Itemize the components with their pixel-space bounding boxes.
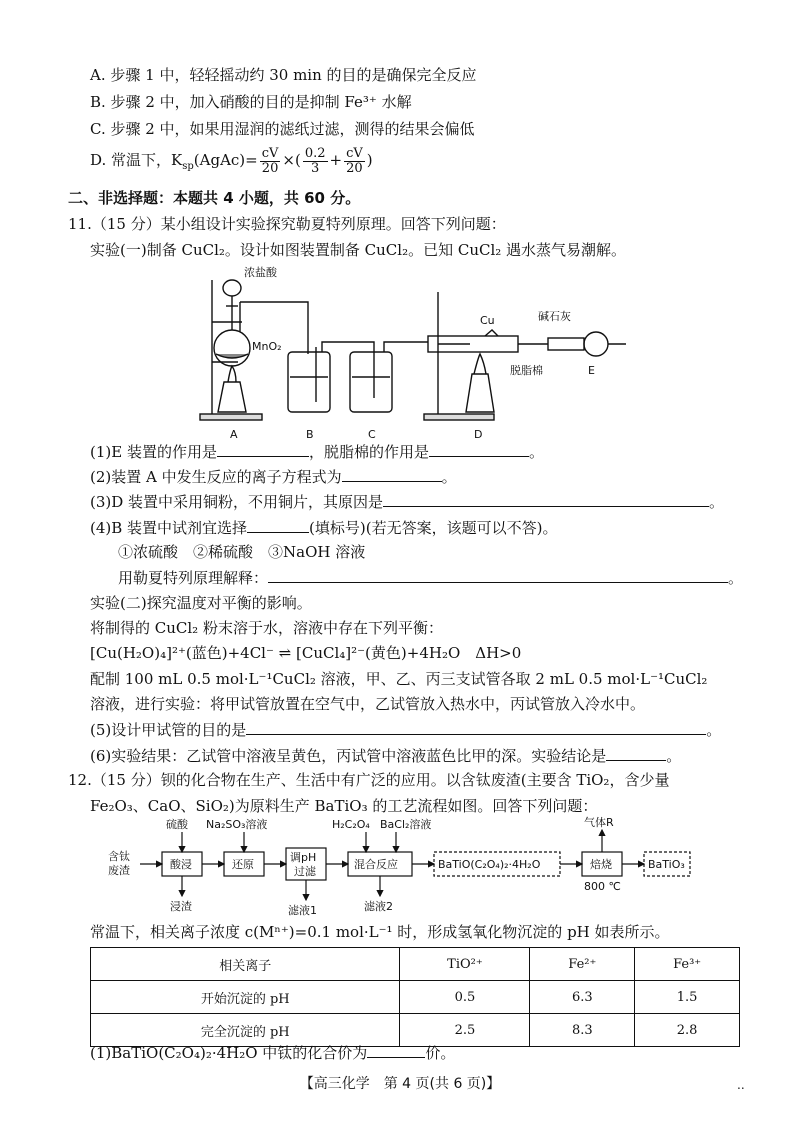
table-cell: Fe²⁺ xyxy=(530,948,635,981)
flow-mix: 混合反应 xyxy=(354,858,398,871)
label-e: E xyxy=(588,364,595,377)
label-c: C xyxy=(368,428,376,441)
q12-note: 常温下，相关离子浓度 c(Mⁿ⁺)=0.1 mol·L⁻¹ 时，形成氢氧化物沉淀的 pH 如表所示。 xyxy=(90,923,670,941)
flow-ph2: 过滤 xyxy=(294,865,316,878)
flow-temp: 800 ℃ xyxy=(584,880,621,893)
flow-filt2: 滤液2 xyxy=(364,900,393,913)
q11-sub5: (5)设计甲试管的目的是 。 xyxy=(90,721,722,739)
flow-na2so3: Na₂SO₃溶液 xyxy=(206,818,268,831)
label-b: B xyxy=(306,428,314,441)
q11-sub3: (3)D 装置中采用铜粉，不用铜片，其原因是 。 xyxy=(90,493,725,511)
page-footer: 【高三化学 第 4 页(共 6 页)】 xyxy=(299,1076,501,1092)
flow-product: BaTiO₃ xyxy=(648,858,685,871)
q11-dissolve: 将制得的 CuCl₂ 粉末溶于水，溶液中存在下列平衡： xyxy=(90,619,443,637)
table-row xyxy=(91,981,740,1014)
label-d: D xyxy=(474,428,483,441)
flow-raw2: 废渣 xyxy=(108,864,130,877)
flow-raw1: 含钛 xyxy=(108,850,130,863)
table-cell: 8.3 xyxy=(530,1014,635,1047)
flow-filt1: 滤液1 xyxy=(288,904,317,916)
q12-sub1: (1)BaTiO(C₂O₄)₂·4H₂O 中钛的化合价为 价。 xyxy=(90,1044,456,1062)
option-d: D. 常温下，$K_{sp}(AgAc)=$ $\frac{cV}{20}$ ×( $\frac{0.2}{3}$ + $\frac{cV}{20}$ ) xyxy=(90,145,373,176)
flow-leach: 酸浸 xyxy=(170,858,192,871)
q12-head2: Fe₂O₃、CaO、SiO₂)为原料生产 BaTiO₃ 的工艺流程如图。回答下列问题： xyxy=(90,797,598,815)
process-flow xyxy=(100,816,720,916)
table-cell: 0.5 xyxy=(400,981,530,1014)
table-cell: 6.3 xyxy=(530,981,635,1014)
q11-sub4-options: ①浓硫酸 ②稀硫酸 ③NaOH 溶液 xyxy=(118,543,366,561)
q12-head: 12.（15 分）钡的化合物在生产、生活中有广泛的应用。以含钛废渣(主要含 TiO₂，含少量 xyxy=(68,771,670,789)
flow-gas: 气体R xyxy=(584,816,614,829)
q11-prep2: 溶液，进行实验：将甲试管放置在空气中，乙试管放入热水中，丙试管放入冷水中。 xyxy=(90,695,646,713)
q11-exp1: 实验(一)制备 CuCl₂。设计如图装置制备 CuCl₂。已知 CuCl₂ 遇水蒸气易潮解。 xyxy=(90,241,627,259)
q11-sub2: (2)装置 A 中发生反应的离子方程式为 。 xyxy=(90,468,457,486)
flow-bacl2: BaCl₂溶液 xyxy=(380,818,432,831)
option-c: C. 步骤 2 中，如果用湿润的滤纸过滤，测得的结果会偏低 xyxy=(90,120,475,138)
option-b: B. 步骤 2 中，加入硝酸的目的是抑制 Fe³⁺ 水解 xyxy=(90,93,412,111)
q11-prep1: 配制 100 mL 0.5 mol·L⁻¹CuCl₂ 溶液，甲、乙、丙三支试管各取 2 mL 0.5 mol·L⁻¹CuCl₂ xyxy=(90,670,708,688)
q11-sub6: (6)实验结果：乙试管中溶液呈黄色，丙试管中溶液蓝色比甲的深。实验结论是 。 xyxy=(90,747,682,765)
table-cell: Fe³⁺ xyxy=(635,948,740,981)
label-a: A xyxy=(230,428,238,441)
label-cu: Cu xyxy=(480,314,495,327)
flow-h2so4: 硫酸 xyxy=(166,818,188,831)
flow-ph1: 调pH xyxy=(290,851,317,864)
section-title: 二、非选择题：本题共 4 小题，共 60 分。 xyxy=(68,189,361,207)
q11-exp2: 实验(二)探究温度对平衡的影响。 xyxy=(90,594,312,612)
q11-sub1: (1)E 装置的作用是 ，脱脂棉的作用是 。 xyxy=(90,443,544,461)
option-a: A. 步骤 1 中，轻轻摇动约 30 min 的目的是确保完全反应 xyxy=(90,66,477,84)
table-cell: 2.5 xyxy=(400,1014,530,1047)
corner-mark: .. xyxy=(737,1078,745,1092)
q11-sub4: (4)B 装置中试剂宜选择 (填标号)(若无答案，该题可以不答)。 xyxy=(90,519,558,537)
table-cell: TiO²⁺ xyxy=(400,948,530,981)
label-hcl: 浓盐酸 xyxy=(244,266,277,279)
table-cell: 1.5 xyxy=(635,981,740,1014)
label-mno2: MnO₂ xyxy=(252,340,282,353)
flow-residue: 浸渣 xyxy=(170,900,192,913)
q11-head: 11.（15 分）某小组设计实验探究勒夏特列原理。回答下列问题： xyxy=(68,215,506,233)
flow-calc: 焙烧 xyxy=(590,858,612,871)
label-cotton: 脱脂棉 xyxy=(510,364,543,377)
q11-equilibrium: [Cu(H₂O)₄]²⁺(蓝色)+4Cl⁻ ⇌ [CuCl₄]²⁻(黄色)+4H₂O ΔH>0 xyxy=(90,644,522,662)
label-lime: 碱石灰 xyxy=(538,310,571,323)
apparatus-figure xyxy=(180,262,640,442)
table-cell: 开始沉淀的 pH xyxy=(91,981,400,1014)
flow-h2c2o4: H₂C₂O₄ xyxy=(332,818,370,831)
table-cell: 完全沉淀的 pH xyxy=(91,1014,400,1047)
q11-sub4-explain: 用勒夏特列原理解释： 。 xyxy=(118,569,744,587)
table-cell: 2.8 xyxy=(635,1014,740,1047)
flow-reduce: 还原 xyxy=(232,858,254,871)
flow-inter: BaTiO(C₂O₄)₂·4H₂O xyxy=(438,858,541,871)
ph-table xyxy=(90,947,740,1047)
table-cell: 相关离子 xyxy=(91,948,400,981)
table-header-row xyxy=(91,948,740,981)
